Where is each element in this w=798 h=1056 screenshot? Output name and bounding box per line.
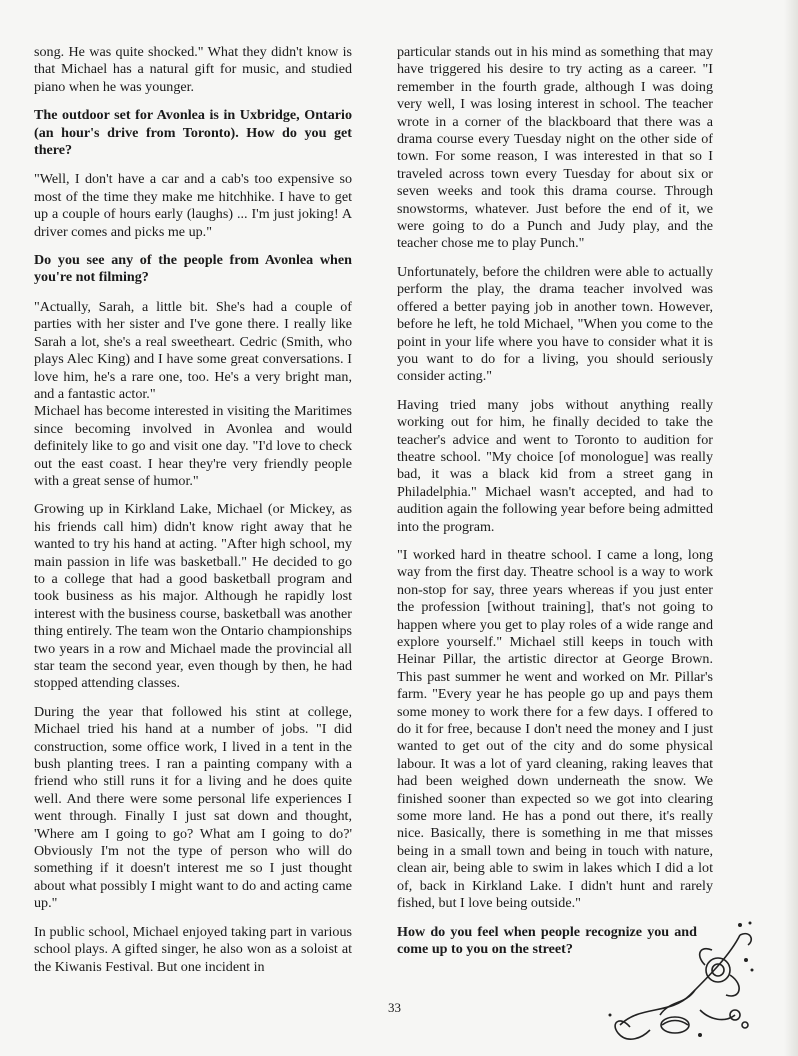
interview-question: How do you feel when people recognize you and come up to you on the street? — [397, 923, 697, 957]
paragraph: In public school, Michael enjoyed taking part in various school plays. A gifted singer, he also won as a soloist at the Kiwanis Festival. But one incident in — [34, 923, 352, 975]
paragraph: Michael has become interested in visiting the Maritimes since becoming involved in Avonlea and would definitely like to go and visit one day. "I'd love to check out the east coast. I hear they're very friendly people with a great sense of humor." — [34, 403, 352, 489]
paragraph: Growing up in Kirkland Lake, Michael (or Mickey, as his friends call him) didn't know right away that he wanted to try his hand at acting. "After high school, my main passion in life was basketball." He decided to go to a college that had a good basketball program and took business as his major. Although he rapidly lost interest with the business course, basketball was another thing entirely. The team won the Ontario championships two years in a row and Michael made the provincial all star team the second year, even though by then, he had stopped attending classes. — [34, 501, 352, 692]
page-number: 33 — [388, 1000, 401, 1015]
left-column — [34, 44, 352, 987]
paragraph: During the year that followed his stint at college, Michael tried his hand at a number of jobs. "I did construction, some office work, I lived in a tent in the bush planting trees. I ran a painting company with a friend who still runs it for a living and he does quite well. And there were some personal life experiences I went through. Finally I just sat down and thought, 'Where am I going to go? What am I going to do?' Obviously I'm not the type of person who will do something if it doesn't interest me so I just thought about what possibly I might want to do and acting came up." — [34, 703, 352, 912]
paragraph: song. He was quite shocked." What they didn't know is that Michael has a natural gift for music, and studied piano when he was younger. — [34, 44, 352, 95]
floral-scroll-ornament-icon — [600, 915, 760, 1045]
interview-question: The outdoor set for Avonlea is in Uxbridge, Ontario (an hour's drive from Toronto). How do you get there? — [34, 107, 352, 159]
paragraph: "I worked hard in theatre school. I came a long, long way from the first day. Theatre school is a way to work non-stop for say, three years whereas if you just enter the profession [without training], that's not going to happen where you get to play roles of a wide range and explore yourself." Michael still keeps in touch with Heinar Pillar, the artistic director at George Brown. This past summer he went and worked on Mr. Pillar's farm. "Every year he has people go up and pays them some money to work there for a few days. I offered to do it for free, because I don't need the money and I just wanted to get out of the city and do some physical labour. It was a lot of yard cleaning, raking leaves that had been weighed down underneath the snow. We finished sooner than expected so we got into clearing some more land. He has a pond out there, it's really nice. Basically, there is something in me that misses being in a small town and being in touch with nature, clean air, being able to swim in lakes which I did a lot of, back in Kirkland Lake. I didn't hunt and rarely fished, but I love being outside." — [397, 546, 713, 912]
paragraph: Having tried many jobs without anything really working out for him, he finally decided to take the teacher's advice and went to Toronto to audition for theatre school. "My choice [of monologue] was really bad, it was a black kid from a street gang in Philadelphia." Michael wasn't accepted, and had to audition again the following year before being admitted into the program. — [397, 396, 713, 535]
page-edge-shadow — [784, 0, 798, 1056]
paragraph: "Actually, Sarah, a little bit. She's had a couple of parties with her sister and I've gone there. I really like Sarah a lot, she's a real sweetheart. Cedric (Smith, who plays Alec King) and I have some great conversations. I love him, he's a rare one, too. He's a very bright man, and a fantastic actor." — [34, 298, 352, 402]
right-column — [397, 44, 713, 970]
paragraph: particular stands out in his mind as something that may have triggered his desire to try acting as a career. "I remember in the fourth grade, although I was doing very well, I was losing interest in school. The teacher wrote in a corner of the blackboard that there was a drama course every Tuesday night on the other side of town. For some reason, I was interested in that so I traveled across town every Tuesday for about six or seven weeks and took this drama course. Through snowstorms, whatever. Just before the end of it, we were going to do a Punch and Judy play, and the teacher chose me to play Punch." — [397, 44, 713, 252]
paragraph: "Well, I don't have a car and a cab's too expensive so most of the time they make me hitchhike. I have to get up a couple of hours early (laughs) ... I'm just joking! A driver comes and picks me up." — [34, 171, 352, 240]
paragraph: Unfortunately, before the children were able to actually perform the play, the drama teacher involved was offered a better paying job in another town. However, before he left, he told Michael, "When you come to the point in your life where you have to consider what it is you want to do for a living, you should seriously consider acting." — [397, 263, 713, 385]
interview-question: Do you see any of the people from Avonlea when you're not filming? — [34, 252, 352, 286]
